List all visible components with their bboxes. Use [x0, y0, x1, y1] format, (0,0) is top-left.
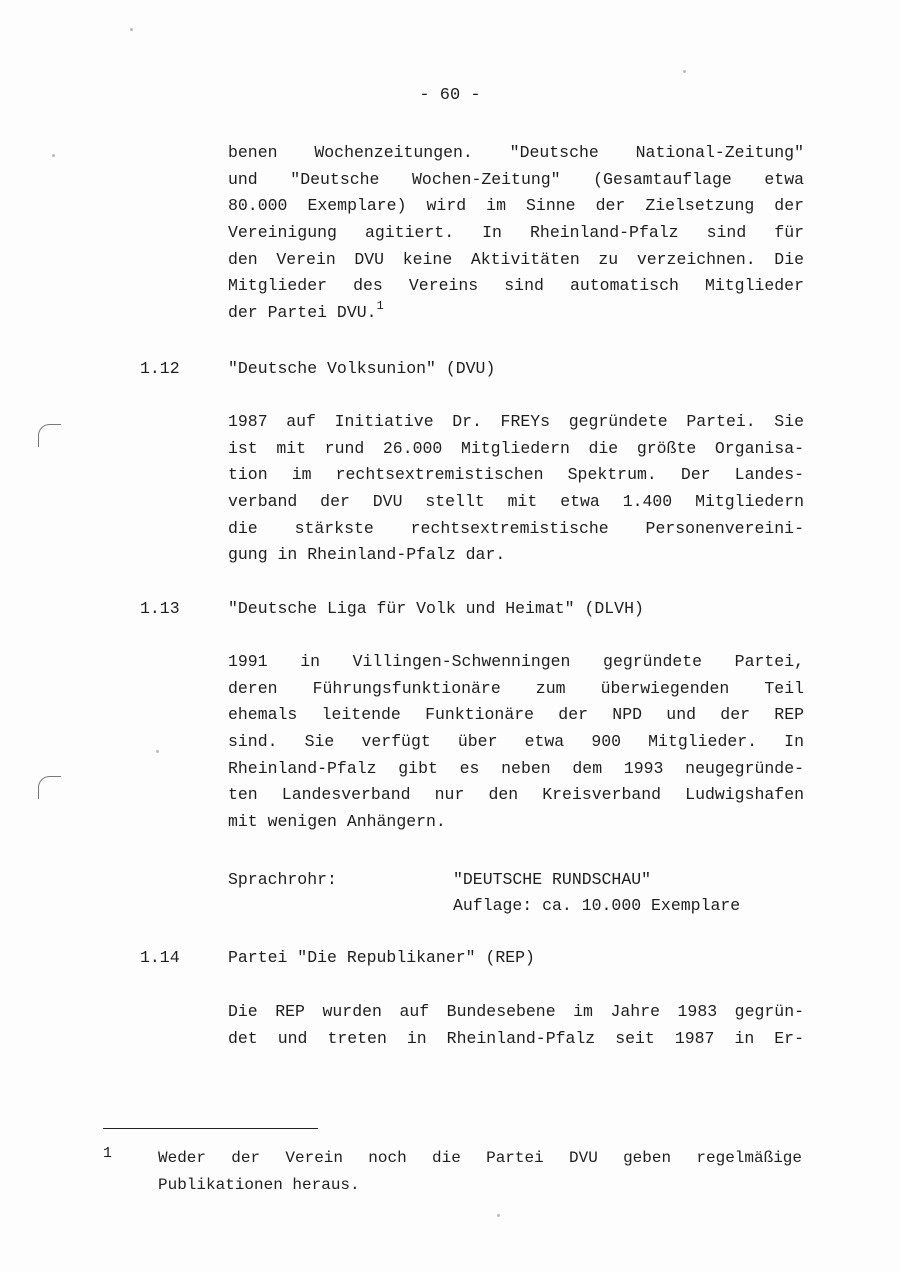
paragraph-line: tion im rechtsextremistischen Spektrum. Der Landes-: [228, 465, 804, 485]
footnote-text: [158, 1149, 802, 1195]
scan-speck: [130, 28, 133, 31]
scan-speck: [52, 154, 55, 157]
footnote-reference[interactable]: 1: [376, 298, 384, 313]
paragraph-line: Die REP wurden auf Bundesebene im Jahre 1983 gegrün-: [228, 1002, 804, 1021]
section-title: "Deutsche Liga für Volk und Heimat" (DLVH): [228, 599, 644, 618]
paragraph-line: Vereinigung agitiert. In Rheinland-Pfalz sind für: [228, 223, 804, 243]
section-number: 1.13: [140, 599, 180, 618]
paragraph-line: Rheinland-Pfalz gibt es neben dem 1993 neugegründe-: [228, 758, 804, 778]
punch-hole-mark: [38, 776, 61, 799]
paragraph-line: ten Landesverband nur den Kreisverband Ludwigshafen: [228, 785, 804, 805]
scan-speck: [683, 70, 686, 73]
footnote-line: Weder der Verein noch die Partei DVU geben regelmäßige: [158, 1149, 802, 1167]
sprachrohr-edition: Auflage: ca. 10.000 Exemplare: [453, 896, 741, 915]
sprachrohr-title: "DEUTSCHE RUNDSCHAU": [453, 870, 652, 889]
section-paragraph: [228, 649, 804, 836]
scan-speck: [156, 750, 159, 753]
paragraph-line: benen Wochenzeitungen. "Deutsche National-Zeitung": [228, 143, 804, 162]
paragraph-line: die stärkste rechtsextremistische Personenvereini-: [228, 518, 804, 538]
footnote-marker: 1: [103, 1145, 113, 1162]
intro-paragraph: [228, 140, 804, 327]
punch-hole-mark: [38, 424, 61, 447]
paragraph-line: det und treten in Rheinland-Pfalz seit 1987 in Er-: [228, 1028, 804, 1048]
paragraph-line: verband der DVU stellt mit etwa 1.400 Mitgliedern: [228, 492, 804, 512]
section-number: 1.14: [140, 948, 180, 967]
section-title: Partei "Die Republikaner" (REP): [228, 948, 535, 967]
section-paragraph: [228, 999, 804, 1052]
paragraph-line: deren Führungsfunktionäre zum überwiegenden Teil: [228, 678, 804, 698]
footnote-divider: [103, 1128, 318, 1129]
section-paragraph: [228, 409, 804, 569]
sprachrohr-label: Sprachrohr:: [228, 870, 337, 889]
paragraph-line: ist mit rund 26.000 Mitgliedern die größte Organisa-: [228, 438, 804, 458]
paragraph-line: ehemals leitende Funktionäre der NPD und der REP: [228, 705, 804, 725]
paragraph-line: gung in Rheinland-Pfalz dar.: [228, 545, 506, 565]
paragraph-line: Mitglieder des Vereins sind automatisch Mitglieder: [228, 276, 804, 296]
footnote-line: Publikationen heraus.: [158, 1175, 360, 1194]
paragraph-line: sind. Sie verfügt über etwa 900 Mitglieder. In: [228, 732, 804, 752]
paragraph-line: und "Deutsche Wochen-Zeitung" (Gesamtauflage etwa: [228, 169, 804, 189]
page-number: - 60 -: [419, 86, 481, 105]
scan-speck: [497, 1214, 500, 1217]
paragraph-line: 80.000 Exemplare) wird im Sinne der Zielsetzung der: [228, 196, 804, 216]
paragraph-line: 1987 auf Initiative Dr. FREYs gegründete Partei. Sie: [228, 412, 804, 431]
paragraph-line: 1991 in Villingen-Schwenningen gegründete Partei,: [228, 652, 804, 671]
section-title: "Deutsche Volksunion" (DVU): [228, 359, 496, 378]
paragraph-line: mit wenigen Anhängern.: [228, 812, 446, 832]
paragraph-line: den Verein DVU keine Aktivitäten zu verzeichnen. Die: [228, 249, 804, 269]
paragraph-line: der Partei DVU.: [228, 303, 377, 323]
paragraph-line-with-ref: [228, 300, 804, 327]
section-number: 1.12: [140, 359, 180, 378]
